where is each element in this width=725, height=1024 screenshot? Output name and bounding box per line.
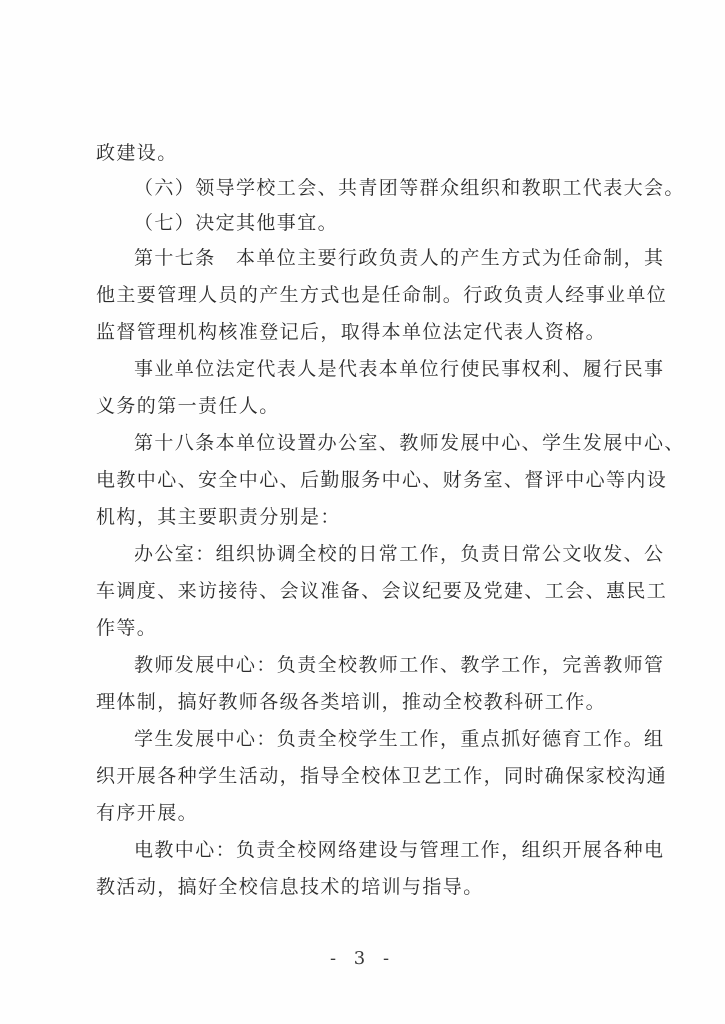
paragraph-line: 第十八条本单位设置办公室、教师发展中心、学生发展中心、	[134, 432, 685, 454]
paragraph-line: 电教中心、安全中心、后勤服务中心、财务室、督评中心等内设	[96, 469, 668, 491]
page-number: - 3 -	[329, 948, 396, 969]
paragraph-line: 教师发展中心：负责全校教师工作、教学工作，完善教师管	[134, 654, 665, 676]
paragraph-line: 学生发展中心：负责全校学生工作，重点抓好德育工作。组	[134, 728, 665, 750]
paragraph-line: 他主要管理人员的产生方式也是任命制。行政负责人经事业单位	[96, 284, 668, 306]
paragraph-line: 义务的第一责任人。	[96, 395, 280, 417]
paragraph-line: 办公室：组织协调全校的日常工作，负责日常公文收发、公	[134, 543, 665, 565]
paragraph-line: 织开展各种学生活动，指导全校体卫艺工作，同时确保家校沟通	[96, 765, 668, 787]
paragraph-line: 事业单位法定代表人是代表本单位行使民事权利、履行民事	[134, 358, 665, 380]
paragraph-line: 作等。	[96, 617, 158, 639]
paragraph-line: 第十七条 本单位主要行政负责人的产生方式为任命制，其	[134, 247, 665, 269]
paragraph-line: 监督管理机构核准登记后，取得本单位法定代表人资格。	[96, 321, 607, 343]
paragraph-line: （六）领导学校工会、共青团等群众组织和教职工代表大会。	[134, 177, 685, 199]
paragraph-line: 机构，其主要职责分别是：	[96, 506, 341, 528]
paragraph-line: 电教中心：负责全校网络建设与管理工作，组织开展各种电	[134, 839, 665, 861]
paragraph-line: 政建设。	[96, 142, 178, 164]
paragraph-line: （七）决定其他事宜。	[134, 212, 339, 234]
paragraph-line: 理体制，搞好教师各级各类培训，推动全校教科研工作。	[96, 691, 607, 713]
paragraph-line: 车调度、来访接待、会议准备、会议纪要及党建、工会、惠民工	[96, 580, 668, 602]
paragraph-line: 教活动，搞好全校信息技术的培训与指导。	[96, 876, 484, 898]
paragraph-line: 有序开展。	[96, 802, 199, 824]
